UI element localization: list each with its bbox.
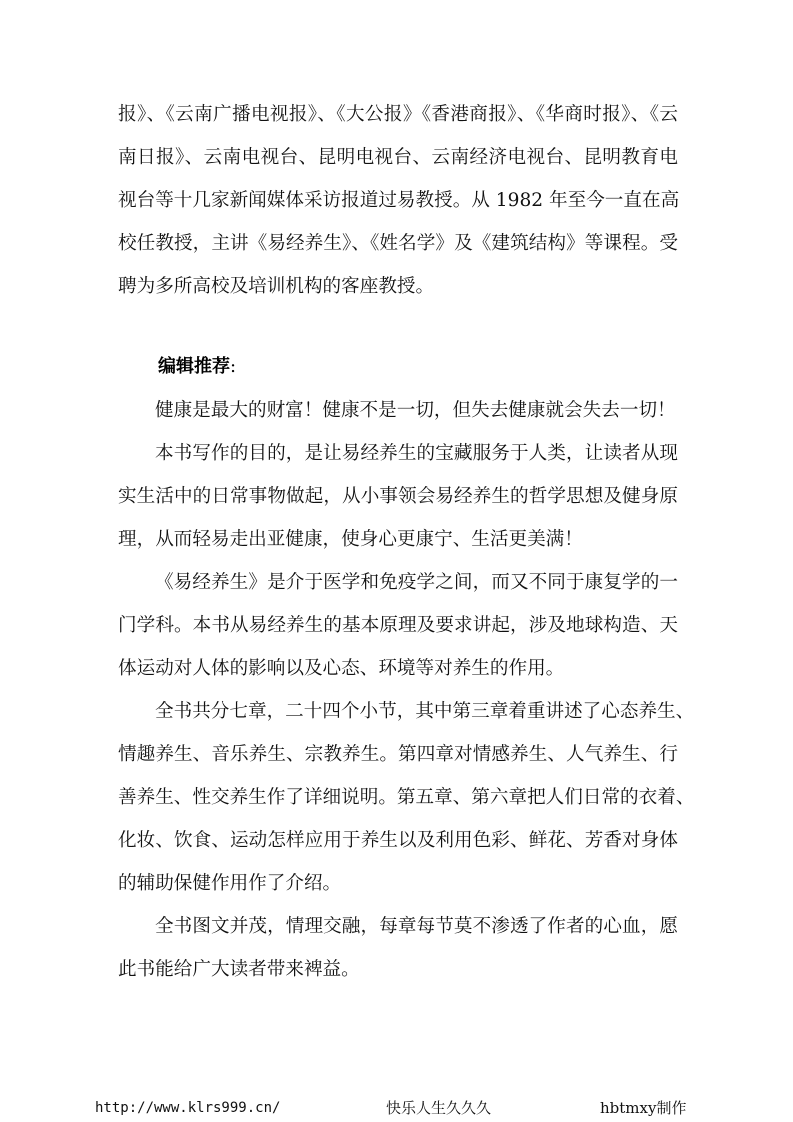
paragraph-line: 善养生、性交养生作了详细说明。第五章、第六章把人们日常的衣着、 bbox=[118, 787, 695, 808]
section-heading bbox=[158, 352, 236, 382]
paragraph-line: 情趣养生、音乐养生、宗教养生。第四章对情感养生、人气养生、行 bbox=[118, 744, 678, 765]
footer-site-name: 快乐人生久久久 bbox=[386, 1099, 492, 1117]
paragraph-line: 化妆、饮食、运动怎样应用于养生以及利用色彩、鲜花、芳香对身体 bbox=[118, 830, 678, 851]
paragraph-line: 本书写作的目的，是让易经养生的宝藏服务于人类，让读者从现 bbox=[155, 443, 678, 464]
text-line: 视台等十几家新闻媒体采访报道过易教授。从 1982 年至今一直在高 bbox=[118, 190, 680, 211]
paragraph-line: 实生活中的日常事物做起，从小事领会易经养生的哲学思想及健身原 bbox=[118, 486, 678, 507]
section-heading-colon: : bbox=[230, 356, 237, 377]
paragraph-line: 健康是最大的财富！健康不是一切，但失去健康就会失去一切！ bbox=[155, 400, 676, 421]
paragraph-line: 门学科。本书从易经养生的基本原理及要求讲起，涉及地球构造、天 bbox=[118, 615, 678, 636]
paragraph-line: 全书图文并茂，情理交融，每章每节莫不渗透了作者的心血，愿 bbox=[155, 916, 678, 937]
paragraph-line: 体运动对人体的影响以及心态、环境等对养生的作用。 bbox=[118, 658, 565, 679]
footer-url-link[interactable]: http://www.klrs999.cn/ bbox=[95, 1100, 281, 1116]
paragraph-line: 的辅助保健作用作了介绍。 bbox=[118, 873, 342, 894]
text-line: 校任教授，主讲《易经养生》、《姓名学》及《建筑结构》等课程。受 bbox=[118, 233, 678, 254]
text-line: 南日报》、云南电视台、昆明电视台、云南经济电视台、昆明教育电 bbox=[118, 147, 678, 168]
paragraph-line: 《易经养生》是介于医学和免疫学之间，而又不同于康复学的一 bbox=[155, 572, 678, 593]
recommend-body bbox=[118, 389, 695, 991]
section-heading-text: 编辑推荐 bbox=[158, 356, 230, 377]
intro-paragraph bbox=[118, 93, 678, 308]
paragraph-line: 全书共分七章，二十四个小节，其中第三章着重讲述了心态养生、 bbox=[155, 701, 695, 722]
footer-credit: hbtmxy制作 bbox=[600, 1099, 687, 1117]
text-line: 聘为多所高校及培训机构的客座教授。 bbox=[118, 276, 435, 297]
paragraph-line: 此书能给广大读者带来裨益。 bbox=[118, 959, 360, 980]
paragraph-line: 理，从而轻易走出亚健康，使身心更康宁、生活更美满！ bbox=[118, 529, 583, 550]
text-line: 报》、《云南广播电视报》、《大公报》《香港商报》、《华商时报》、《云 bbox=[118, 104, 678, 125]
